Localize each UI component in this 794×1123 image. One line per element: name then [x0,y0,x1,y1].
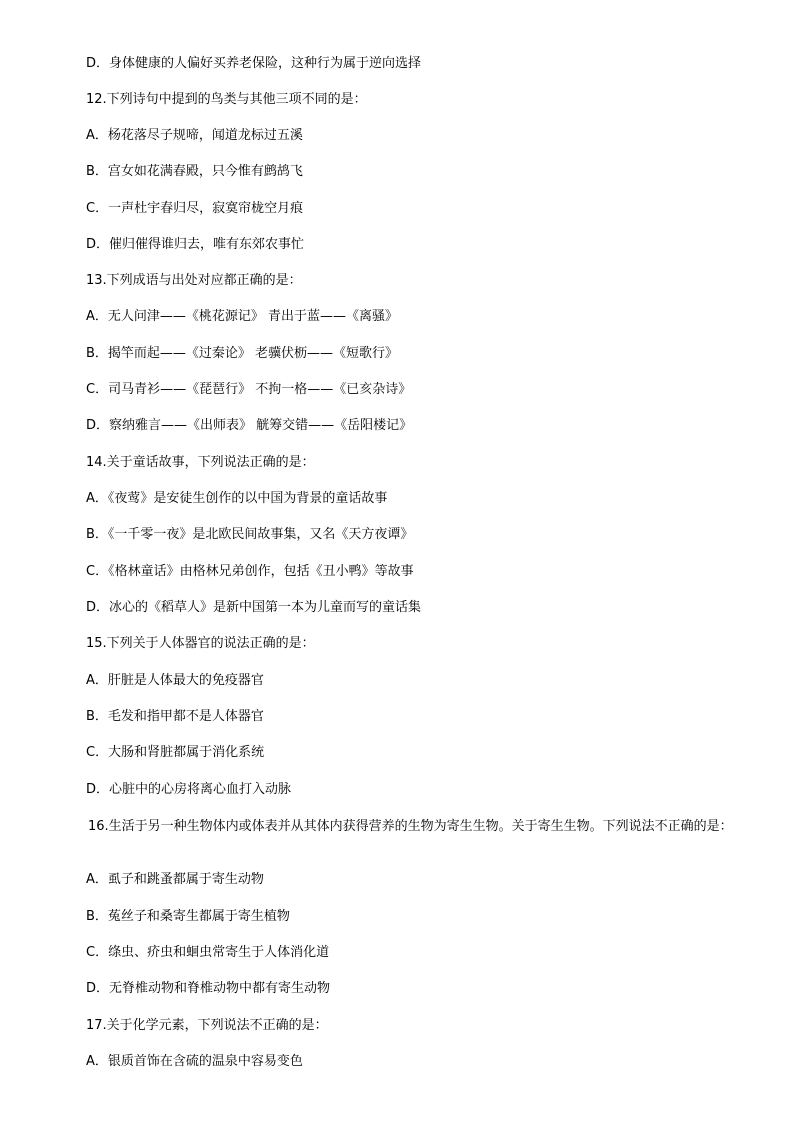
option-b: B．毛发和指甲都不是人体器官 [86,709,264,724]
option-a: A．《夜莺》是安徒生创作的以中国为背景的童话故事 [86,491,388,506]
question-12: 12.下列诗句中提到的鸟类与其他三项不同的是： [86,92,367,107]
option-a: A．银质首饰在含硫的温泉中容易变色 [86,1054,303,1069]
option-d: D．冰心的《稻草人》是新中国第一本为儿童而写的童话集 [86,600,422,615]
option-c: C．司马青衫——《琵琶行》 不拘一格——《已亥杂诗》 [86,382,412,397]
option-a: A．肝脏是人体最大的免疫器官 [86,673,264,688]
question-13: 13.下列成语与出处对应都正确的是： [86,273,302,288]
option-d: D．无脊椎动物和脊椎动物中都有寄生动物 [86,981,331,996]
option-c: C．绦虫、疥虫和蛔虫常寄生于人体消化道 [86,945,330,960]
question-15: 15.下列关于人体器官的说法正确的是： [86,636,315,651]
option-d: D．身体健康的人偏好买养老保险，这种行为属于逆向选择 [86,56,422,71]
question-16: 16.生活于另一种生物体内或体表并从其体内获得营养的生物为寄生生物。关于寄生生物。下列说法不正确的是： [88,819,733,834]
option-d: D．察纳雅言——《出师表》 觥筹交错——《岳阳楼记》 [86,418,413,433]
option-d: D．心脏中的心房将离心血打入动脉 [86,782,292,797]
option-c: C．一声杜宇春归尽，寂寞帘栊空月痕 [86,201,304,216]
option-c: C．大肠和肾脏都属于消化系统 [86,745,265,760]
option-b: B．宫女如花满春殿，只今惟有鹧鸪飞 [86,164,303,179]
option-a: A．杨花落尽子规啼，闻道龙标过五溪 [86,128,303,143]
option-a: A．虱子和跳蚤都属于寄生动物 [86,872,264,887]
option-b: B．《一千零一夜》是北欧民间故事集，又名《天方夜谭》 [86,527,414,542]
option-c: C．《格林童话》由格林兄弟创作，包括《丑小鸭》等故事 [86,564,414,579]
question-17: 17.关于化学元素，下列说法不正确的是： [86,1018,328,1033]
option-b: B．揭竿而起——《过秦论》 老骥伏枥——《短歌行》 [86,346,399,361]
option-d: D．催归催得谁归去，唯有东郊农事忙 [86,237,305,252]
question-14: 14.关于童话故事，下列说法正确的是： [86,455,315,470]
option-b: B．菟丝子和桑寄生都属于寄生植物 [86,909,290,924]
option-a: A．无人问津——《桃花源记》 青出于蓝——《离骚》 [86,309,399,324]
